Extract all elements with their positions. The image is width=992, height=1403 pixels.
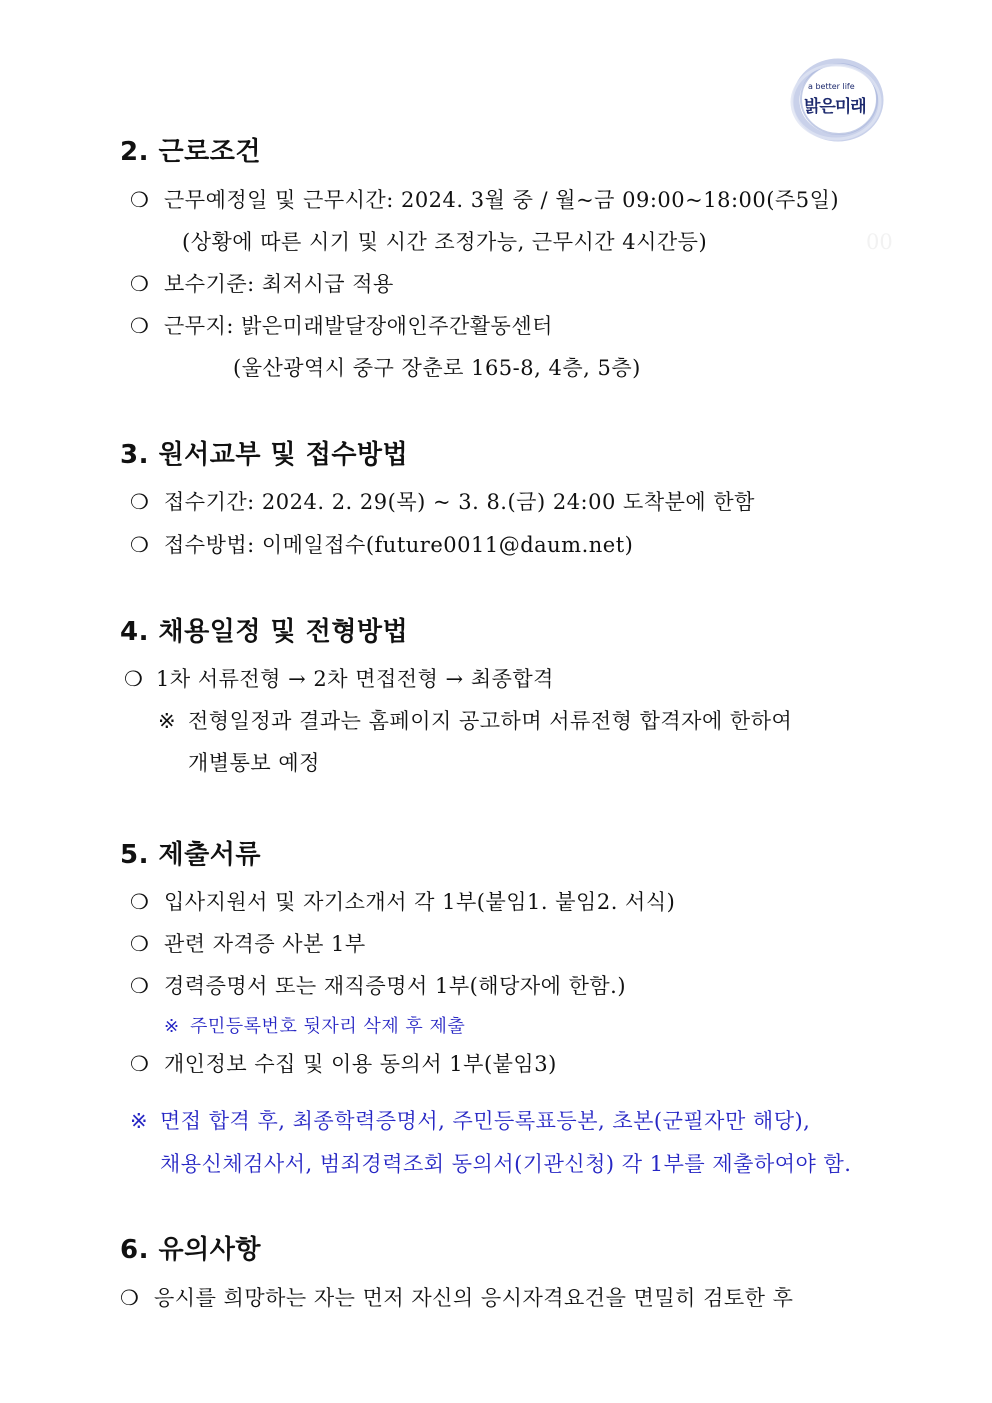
circle-bullet-icon: ❍ <box>130 533 150 557</box>
section-heading-notes: 6. 유의사항 <box>120 1235 261 1265</box>
list-item-selection-process: ❍ 1차 서류전형 → 2차 면접전형 → 최종합격 <box>124 667 554 691</box>
final-documents-note-line2: 채용신체검사서, 범죄경력조회 동의서(기관신청) 각 1부를 제출하여야 함. <box>160 1152 852 1176</box>
ghost-text: 00 <box>866 230 893 254</box>
organization-logo <box>790 58 886 142</box>
list-item-certificate-copy: ❍ 관련 자격증 사본 1부 <box>130 932 366 956</box>
section-heading-application: 3. 원서교부 및 접수방법 <box>120 440 409 470</box>
reference-mark-icon: ※ <box>158 709 177 733</box>
list-item-workplace-address: (울산광역시 중구 장춘로 165-8, 4층, 5층) <box>233 356 641 380</box>
list-item-schedule-note: (상황에 따른 시기 및 시간 조정가능, 근무시간 4시간등) <box>182 230 708 254</box>
list-item-pay-standard: ❍ 보수기준: 최저시급 적용 <box>130 272 394 296</box>
circle-bullet-icon: ❍ <box>130 272 150 296</box>
list-item-application-form: ❍ 입사지원서 및 자기소개서 각 1부(붙임1. 붙임2. 서식) <box>130 890 676 914</box>
circle-bullet-icon: ❍ <box>120 1286 140 1310</box>
final-documents-note-line1: ※ 면접 합격 후, 최종학력증명서, 주민등록표등본, 초본(군필자만 해당), <box>130 1109 811 1133</box>
circle-bullet-icon: ❍ <box>130 1052 150 1076</box>
list-item-eligibility-review: ❍ 응시를 희망하는 자는 먼저 자신의 응시자격요건을 면밀히 검토한 후 <box>120 1286 794 1310</box>
section-heading-working-conditions: 2. 근로조건 <box>120 137 261 167</box>
circle-bullet-icon: ❍ <box>130 314 150 338</box>
circle-bullet-icon: ❍ <box>130 932 150 956</box>
list-item-selection-note: ※ 전형일정과 결과는 홈페이지 공고하며 서류전형 합격자에 한하여 <box>158 709 793 733</box>
circle-bullet-icon: ❍ <box>130 974 150 998</box>
logo-tagline: a better life <box>808 82 855 91</box>
list-item-work-schedule: ❍ 근무예정일 및 근무시간: 2024. 3월 중 / 월~금 09:00~18:00(주5일) <box>130 188 840 212</box>
circle-bullet-icon: ❍ <box>130 890 150 914</box>
section-heading-documents: 5. 제출서류 <box>120 840 261 870</box>
reference-mark-icon: ※ <box>164 1016 180 1037</box>
circle-bullet-icon: ❍ <box>124 667 144 691</box>
section-heading-schedule: 4. 채용일정 및 전형방법 <box>120 617 409 647</box>
circle-bullet-icon: ❍ <box>130 490 150 514</box>
list-item-privacy-consent: ❍ 개인정보 수집 및 이용 동의서 1부(붙임3) <box>130 1052 557 1076</box>
list-item-workplace: ❍ 근무지: 밝은미래발달장애인주간활동센터 <box>130 314 553 338</box>
list-item-career-certificate: ❍ 경력증명서 또는 재직증명서 1부(해당자에 한함.) <box>130 974 627 998</box>
list-item-application-method: ❍ 접수방법: 이메일접수(future0011@daum.net) <box>130 533 634 557</box>
reference-mark-icon: ※ <box>130 1109 149 1133</box>
list-item-selection-note-cont: 개별통보 예정 <box>188 751 320 775</box>
circle-bullet-icon: ❍ <box>130 188 150 212</box>
list-item-id-number-note: ※ 주민등록번호 뒷자리 삭제 후 제출 <box>164 1013 465 1041</box>
list-item-application-period: ❍ 접수기간: 2024. 2. 29(목) ~ 3. 8.(금) 24:00 도착분에 한함 <box>130 490 755 514</box>
logo-name: 밝은미래 <box>804 97 866 117</box>
